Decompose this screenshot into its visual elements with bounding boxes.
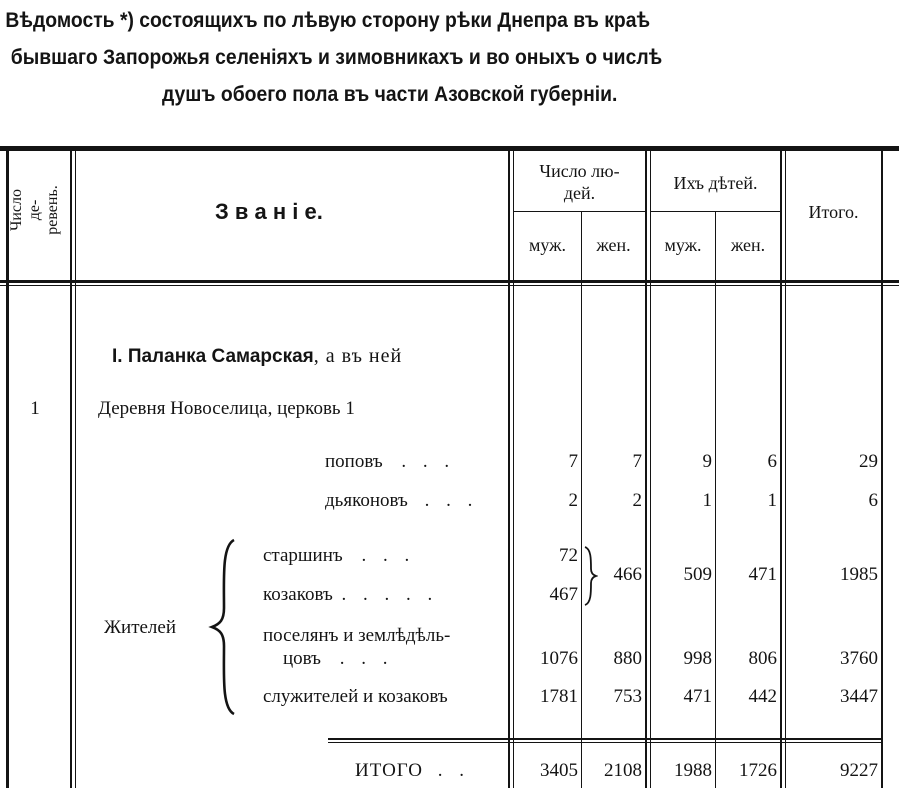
itogo-m: 3405	[540, 760, 578, 781]
row-label-dyakonov	[325, 490, 478, 512]
heading-line-3: душъ обоего пола въ части Азовской губерніи.	[162, 82, 618, 106]
col-divider-4a	[645, 150, 647, 788]
section-title: I. Паланка Самарская	[112, 346, 314, 367]
total-column-header: Итого.	[808, 202, 859, 222]
row-label-starshin	[263, 545, 415, 567]
residents-brace	[208, 538, 244, 716]
people-subheader-rule	[514, 211, 645, 212]
dyakonov-m: 2	[568, 490, 578, 511]
section-title-suffix: , а въ ней	[313, 345, 403, 367]
poselyan-cf: 806	[748, 648, 777, 669]
dyakonov-cf: 1	[767, 490, 777, 511]
starshin-m: 72	[559, 545, 578, 566]
kozakov-label: козаковъ	[263, 584, 333, 605]
kozakov-m: 467	[549, 584, 578, 605]
villages-header-label: Число де- ревень.	[8, 185, 61, 235]
residents-label: Жителей	[104, 617, 177, 638]
itogo-total: 9227	[840, 760, 878, 781]
kozakov-dots: . . . . .	[341, 584, 439, 605]
row-label-sluzhiteley: служителей и козаковъ	[263, 686, 448, 707]
poselyan-label-2: цовъ	[283, 648, 321, 669]
header-bottom-rule	[0, 280, 899, 283]
title-column-header: З в а н і е.	[215, 199, 323, 224]
starshin-dots: . . .	[361, 545, 416, 566]
itogo-row-label	[355, 760, 470, 782]
header-bottom-rule-2	[0, 285, 899, 286]
sluzhiteley-cf: 442	[748, 686, 777, 707]
dyakonov-label: дьяконовъ	[325, 490, 408, 511]
starshin-kozakov-f: 466	[613, 564, 642, 585]
total-rule-top	[328, 738, 883, 740]
dyakonov-dots: . . .	[424, 490, 479, 511]
left-border	[6, 150, 9, 788]
children-column-header: Ихъ дѣтей.	[673, 173, 758, 193]
sluzhiteley-cm: 471	[683, 686, 712, 707]
villages-column-header	[10, 155, 60, 265]
popov-f: 7	[632, 451, 642, 472]
itogo-dots: . .	[437, 760, 471, 781]
people-male-subheader: муж.	[528, 235, 567, 255]
children-subheader-rule	[651, 211, 780, 212]
heading-line-2: бывшаго Запорожья селеніяхъ и зимовникахъ и во оныхъ о числѣ	[10, 45, 663, 69]
villages-header-text	[8, 185, 62, 235]
col-divider-6a	[780, 150, 782, 788]
popov-total: 29	[859, 451, 878, 472]
poselyan-m: 1076	[540, 648, 578, 669]
row-label-kozakov	[263, 584, 438, 606]
popov-dots: . . .	[401, 451, 456, 472]
popov-cf: 6	[767, 451, 777, 472]
sluzhiteley-total: 3447	[840, 686, 878, 707]
itogo-cm: 1988	[674, 760, 712, 781]
itogo-cf: 1726	[739, 760, 777, 781]
village-name: Деревня Новоселица, церковь 1	[98, 398, 355, 419]
sluzhiteley-f: 753	[613, 686, 642, 707]
children-male-subheader: муж.	[664, 235, 702, 255]
right-border	[881, 150, 883, 788]
col-divider-1a	[70, 150, 72, 788]
row-label-poselyan-1: поселянъ и землѣдѣль-	[263, 625, 451, 646]
poselyan-dots: . . .	[339, 648, 394, 669]
sluzhiteley-m: 1781	[540, 686, 578, 707]
popov-label: поповъ	[325, 451, 383, 472]
popov-m: 7	[568, 451, 578, 472]
people-female-subheader: жен.	[596, 235, 631, 255]
col-divider-1b	[75, 150, 76, 788]
village-number: 1	[30, 398, 40, 419]
children-female-subheader: жен.	[730, 235, 766, 255]
starshin-kozakov-total: 1985	[840, 564, 878, 585]
starshin-label: старшинъ	[263, 545, 343, 566]
itogo-f: 2108	[604, 760, 642, 781]
table-top-rule	[0, 146, 899, 151]
poselyan-total: 3760	[840, 648, 878, 669]
dyakonov-cm: 1	[702, 490, 712, 511]
col-divider-2a	[508, 150, 510, 788]
row-label-poselyan-2	[283, 648, 394, 670]
heading-line-1: Вѣдомость *) состоящихъ по лѣвую сторону рѣки Днепра въ краѣ	[5, 8, 651, 32]
poselyan-f: 880	[613, 648, 642, 669]
people-column-header: Число лю- дей.	[539, 161, 620, 203]
popov-cm: 9	[702, 451, 712, 472]
row-label-popov	[325, 451, 455, 473]
section-title-row	[112, 345, 402, 368]
starshin-kozakov-cm: 509	[683, 564, 712, 585]
dyakonov-f: 2	[632, 490, 642, 511]
dyakonov-total: 6	[868, 490, 878, 511]
itogo-label: ИТОГО	[355, 760, 424, 781]
document-heading	[0, 2, 809, 113]
starshin-kozakov-cf: 471	[748, 564, 777, 585]
poselyan-cm: 998	[683, 648, 712, 669]
total-rule-bottom	[328, 742, 883, 743]
